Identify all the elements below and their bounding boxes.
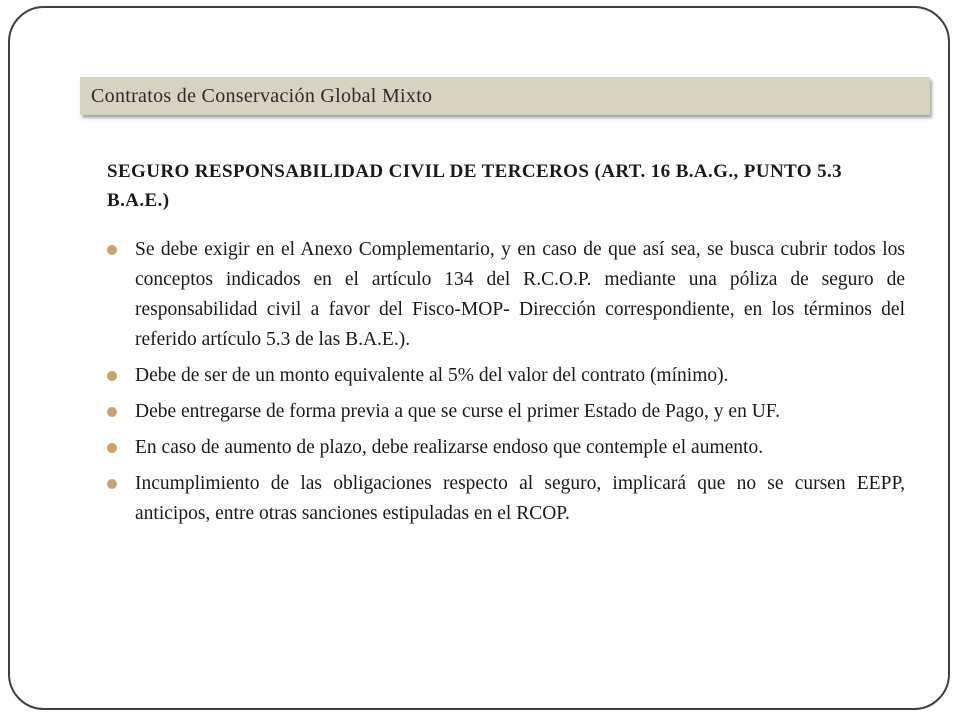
bullet-text: Incumplimiento de las obligaciones respecto al seguro, implicará que no se cursen EEPP, anticipos, entre otras sanciones estipuladas en el RCOP.: [135, 473, 905, 524]
bullet-text: En caso de aumento de plazo, debe realizarse endoso que contemple el aumento.: [135, 437, 764, 458]
bullet-item: [107, 397, 905, 427]
bullet-dot-icon: [107, 371, 117, 381]
bullet-dot-icon: [107, 245, 117, 255]
bullet-item: [107, 433, 905, 463]
bullet-text: Se debe exigir en el Anexo Complementario, y en caso de que así sea, se busca cubrir todos los conceptos indicados en el artículo 134 del R.C.O.P. mediante una póliza de seguro de responsabilidad civil a favor del Fisco-MOP- Dirección correspondiente, en los términos del referido artículo 5.3 de las B.A.E.).: [135, 239, 905, 350]
bullet-item: [107, 469, 905, 529]
section-heading: SEGURO RESPONSABILIDAD CIVIL DE TERCEROS (ART. 16 B.A.G., PUNTO 5.3 B.A.E.): [107, 161, 843, 211]
bullet-text: Debe de ser de un monto equivalente al 5% del valor del contrato (mínimo).: [135, 365, 729, 386]
title-banner: [80, 77, 930, 115]
slide-content: [107, 157, 905, 535]
bullet-dot-icon: [107, 443, 117, 453]
bullet-dot-icon: [107, 479, 117, 489]
bullet-item: [107, 235, 905, 355]
bullet-list: [107, 235, 905, 529]
slide-title: Contratos de Conservación Global Mixto: [91, 84, 433, 107]
bullet-text: Debe entregarse de forma previa a que se curse el primer Estado de Pago, y en UF.: [135, 401, 780, 422]
bullet-dot-icon: [107, 407, 117, 417]
bullet-item: [107, 361, 905, 391]
